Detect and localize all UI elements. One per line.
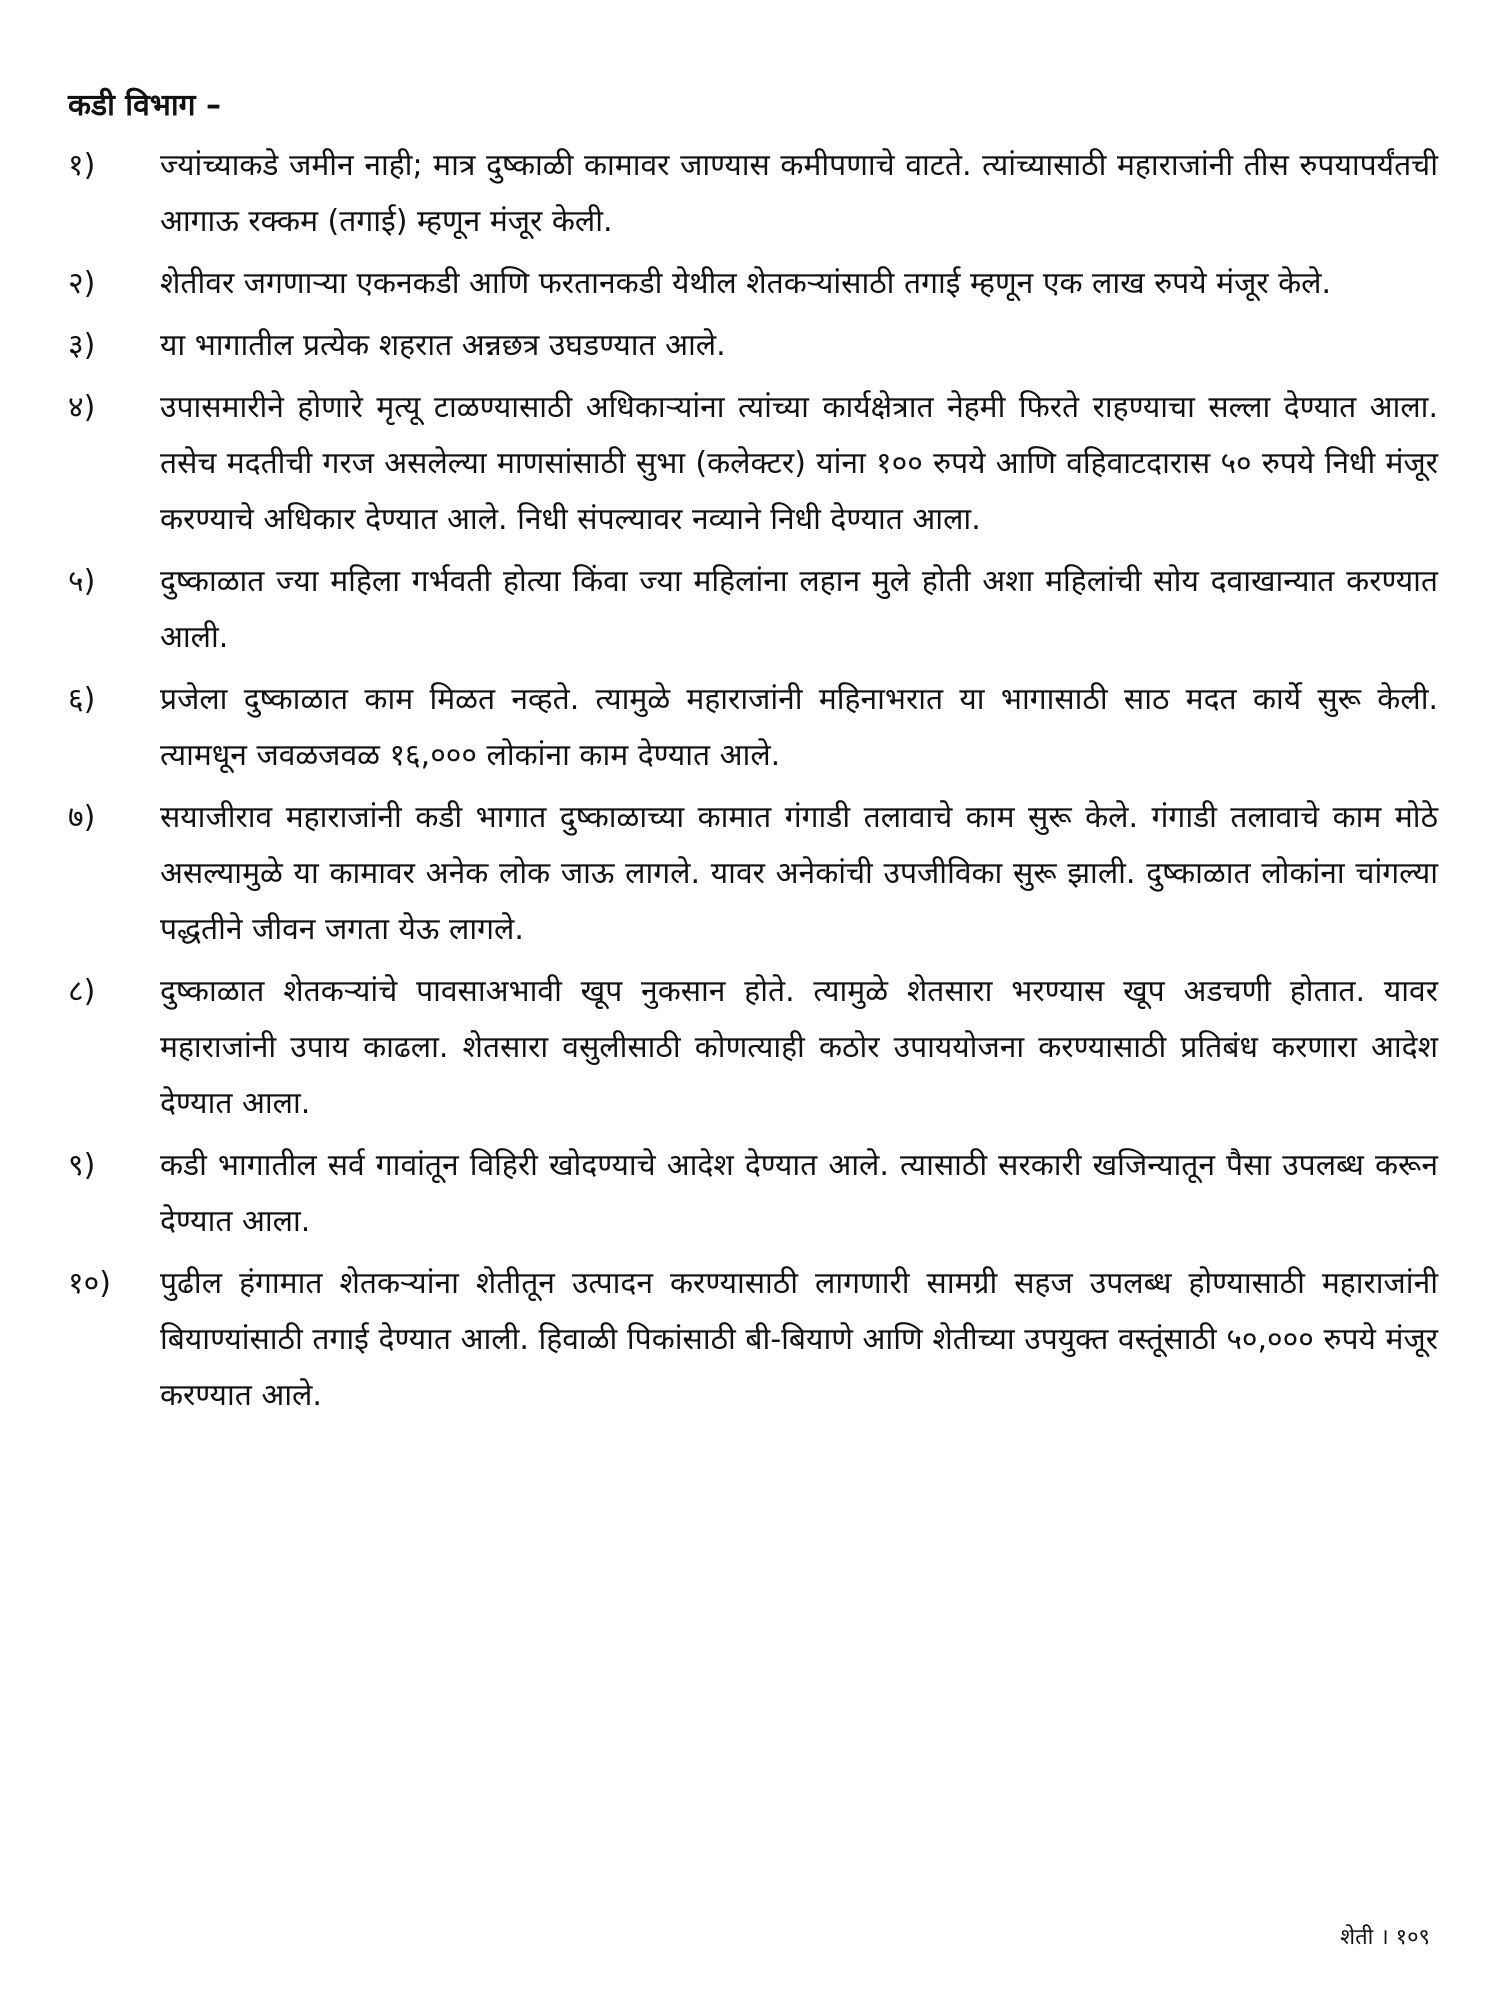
list-item (68, 790, 1438, 958)
list-item (68, 256, 1438, 312)
list-item (68, 964, 1438, 1132)
list-item (68, 138, 1438, 250)
item-text: कडी भागातील सर्व गावांतून विहिरी खोदण्याचे आदेश देण्यात आले. त्यासाठी सरकारी खजिन्यातून पैसा उपलब्ध करून देण्यात आला. (160, 1148, 1438, 1239)
item-number: ५) (68, 564, 96, 599)
item-text: उपासमारीने होणारे मृत्यू टाळण्यासाठी अधिकाऱ्यांना त्यांच्या कार्यक्षेत्रात नेहमी फिरते राहण्याचा सल्ला देण्यात आला. तसेच मदतीची गरज असलेल्या माणसांसाठी सुभा (कलेक्टर) यांना १०० रुपये आणि वहिवाटदारास ५० रुपये निधी मंजूर करण्याचे अधिकार देण्यात आले. निधी संपल्यावर नव्याने निधी देण्यात आला. (160, 390, 1438, 537)
numbered-list (68, 138, 1438, 1430)
item-text: ज्यांच्याकडे जमीन नाही; मात्र दुष्काळी कामावर जाण्यास कमीपणाचे वाटते. त्यांच्यासाठी महाराजांनी तीस रुपयापर्यंतची आगाऊ रक्कम (तगाई) म्हणून मंजूर केली. (160, 148, 1438, 239)
item-text: सयाजीराव महाराजांनी कडी भागात दुष्काळाच्या कामात गंगाडी तलावाचे काम सुरू केले. गंगाडी तलावाचे काम मोठे असल्यामुळे या कामावर अनेक लोक जाऊ लागले. यावर अनेकांची उपजीविका सुरू झाली. दुष्काळात लोकांना चांगल्या पद्धतीने जीवन जगता येऊ लागले. (160, 800, 1438, 947)
list-item (68, 318, 1438, 374)
item-number: ६) (68, 682, 96, 717)
list-item (68, 1256, 1438, 1424)
item-number: १) (68, 148, 96, 183)
item-number: ३) (68, 328, 96, 363)
item-text: पुढील हंगामात शेतकऱ्यांना शेतीतून उत्पादन करण्यासाठी लागणारी सामग्री सहज उपलब्ध होण्यासाठी महाराजांनी बियाण्यांसाठी तगाई देण्यात आली. हिवाळी पिकांसाठी बी-बियाणे आणि शेतीच्या उपयुक्त वस्तूंसाठी ५०,००० रुपये मंजूर करण्यात आले. (160, 1266, 1438, 1413)
item-number: ४) (68, 390, 96, 425)
list-item (68, 380, 1438, 548)
list-item (68, 672, 1438, 784)
page-footer: शेती । १०९ (1340, 1925, 1430, 1950)
item-text: प्रजेला दुष्काळात काम मिळत नव्हते. त्यामुळे महाराजांनी महिनाभरात या भागासाठी साठ मदत कार्ये सुरू केली. त्यामधून जवळजवळ १६,००० लोकांना काम देण्यात आले. (160, 682, 1438, 773)
list-item (68, 554, 1438, 666)
item-number: १०) (68, 1266, 111, 1301)
item-number: २) (68, 266, 96, 301)
item-text: दुष्काळात ज्या महिला गर्भवती होत्या किंवा ज्या महिलांना लहान मुले होती अशा महिलांची सोय दवाखान्यात करण्यात आली. (160, 564, 1438, 655)
item-number: ७) (68, 800, 96, 835)
item-number: ८) (68, 974, 96, 1009)
list-item (68, 1138, 1438, 1250)
item-text: शेतीवर जगणाऱ्या एकनकडी आणि फरतानकडी येथील शेतकऱ्यांसाठी तगाई म्हणून एक लाख रुपये मंजूर केले. (160, 266, 1332, 301)
item-text: या भागातील प्रत्येक शहरात अन्नछत्र उघडण्यात आले. (160, 328, 726, 363)
item-text: दुष्काळात शेतकऱ्यांचे पावसाअभावी खूप नुकसान होते. त्यामुळे शेतसारा भरण्यास खूप अडचणी होतात. यावर महाराजांनी उपाय काढला. शेतसारा वसुलीसाठी कोणत्याही कठोर उपाययोजना करण्यासाठी प्रतिबंध करणारा आदेश देण्यात आला. (160, 974, 1438, 1121)
section-heading: कडी विभाग – (68, 88, 221, 123)
item-number: ९) (68, 1148, 96, 1183)
